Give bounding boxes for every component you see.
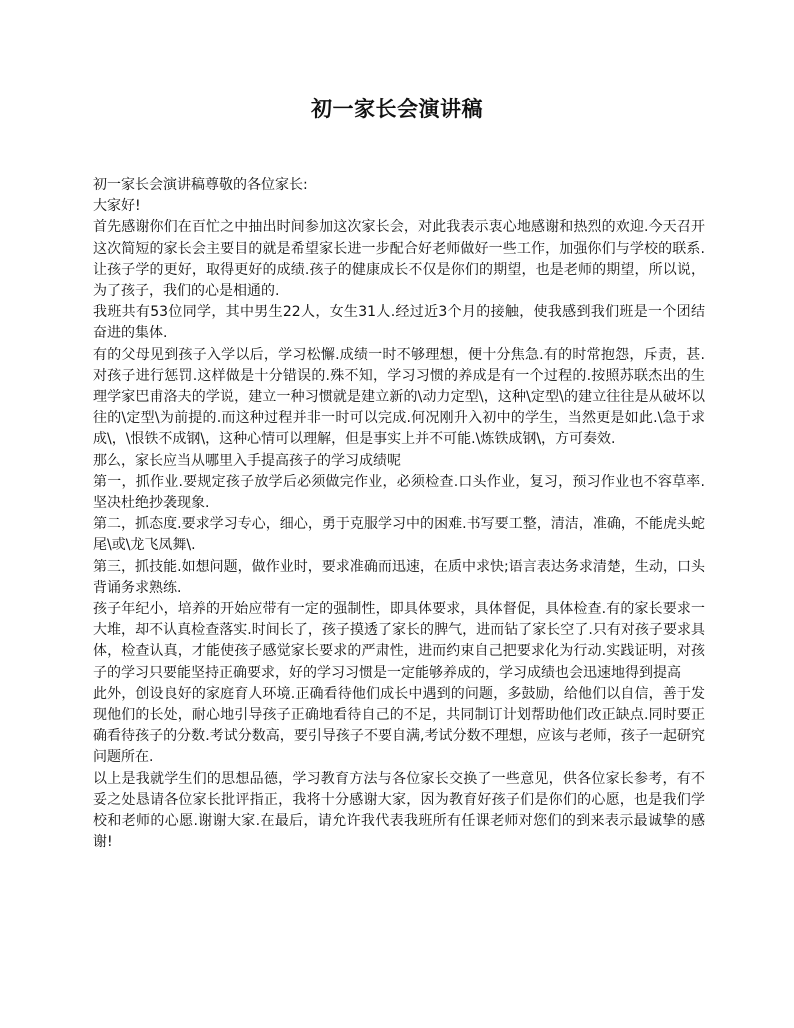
document-title: 初一家长会演讲稿 [311, 96, 483, 121]
paragraph-opening: 首先感谢你们在百忙之中抽出时间参加这次家长会，对此我表示衷心地感谢和热烈的欢迎.今天召开这次简短的家长会主要目的就是希望家长进一步配合好老师做好一些工作，加强你们与学校的联系.让孩子学的更好，取得更好的成绩.孩子的健康成长不仅是你们的期望，也是老师的期望，所以说，为了孩子，我们的心是相通的. [93, 219, 705, 300]
paragraph-first-point: 第一，抓作业.要规定孩子放学后必须做完作业，必须检查.口头作业，复习，预习作业也不容草率.坚决杜绝抄袭现象. [93, 473, 705, 512]
greeting: 大家好! [93, 198, 141, 215]
paragraph-third-point: 第三，抓技能.如想问题，做作业时，要求准确而迅速，在质中求快;语言表达务求清楚，生动，口头背诵务求熟练. [93, 558, 705, 596]
salutation: 初一家长会演讲稿尊敬的各位家长: [93, 177, 308, 193]
paragraph-closing: 以上是我就学生们的思想品德，学习教育方法与各位家长交换了一些意见，供各位家长参考，有不妥之处恳请各位家长批评指正，我将十分感谢大家，因为教育好孩子们是你们的心愿，也是我们学校和老师的心愿.谢谢大家.在最后，请允许我代表我班所有任课老师对您们的到来表示最诚挚的感谢! [93, 770, 705, 851]
paragraph-requirements: 孩子年纪小，培养的开始应带有一定的强制性，即具体要求，具体督促，具体检查.有的家长要求一大堆，却不认真检查落实.时间长了，孩子摸透了家长的脾气，进而钻了家长空了.只有对孩子要求具体，检查认真，才能使孩子感觉家长要求的严肃性，进而约束自己把要求化为行动.实践证明，对孩子的学习只要能坚持正确要求，好的学习习惯是一定能够养成的，学习成绩也会迅速地得到提高 [93, 601, 705, 681]
paragraph-second-point: 第二，抓态度.要求学习专心，细心，勇于克服学习中的困难.书写要工整，清洁，准确，不能虎头蛇尾\或\龙飞凤舞\. [93, 516, 705, 554]
paragraph-class-info: 我班共有53位同学，其中男生22人，女生31人.经过近3个月的接触，使我感到我们班是一个团结奋进的集体. [93, 304, 705, 342]
paragraph-home-environment: 此外，创设良好的家庭育人环境.正确看待他们成长中遇到的问题，多鼓励，给他们以自信，善于发现他们的长处，耐心地引导孩子正确地看待自己的不足，共同制订计划帮助他们改正缺点.同时要正确看待孩子的分数.考试分数高，要引导孩子不要自满,考试分数不理想，应该与老师，孩子一起研究问题所在. [93, 685, 705, 766]
paragraph-question: 那么，家长应当从哪里入手提高孩子的学习成绩呢 [93, 452, 401, 469]
document-body [93, 175, 705, 854]
paragraph-habits: 有的父母见到孩子入学以后，学习松懈.成绩一时不够理想，便十分焦急.有的时常抱怨，斥责，甚.对孩子进行惩罚.这样做是十分错误的.殊不知，学习习惯的养成是有一个过程的.按照苏联杰出的生理学家巴甫洛夫的学说，建立一种习惯就是建立新的\动力定型\，这种\定型\的建立往往是从破坏以往的\定型\为前提的.而这种过程并非一时可以完成.何况刚升入初中的学生，当然更是如此.\急于求成\，\恨铁不成钢\，这种心情可以理解，但是事实上并不可能.\炼铁成钢\，方可奏效. [93, 346, 705, 448]
